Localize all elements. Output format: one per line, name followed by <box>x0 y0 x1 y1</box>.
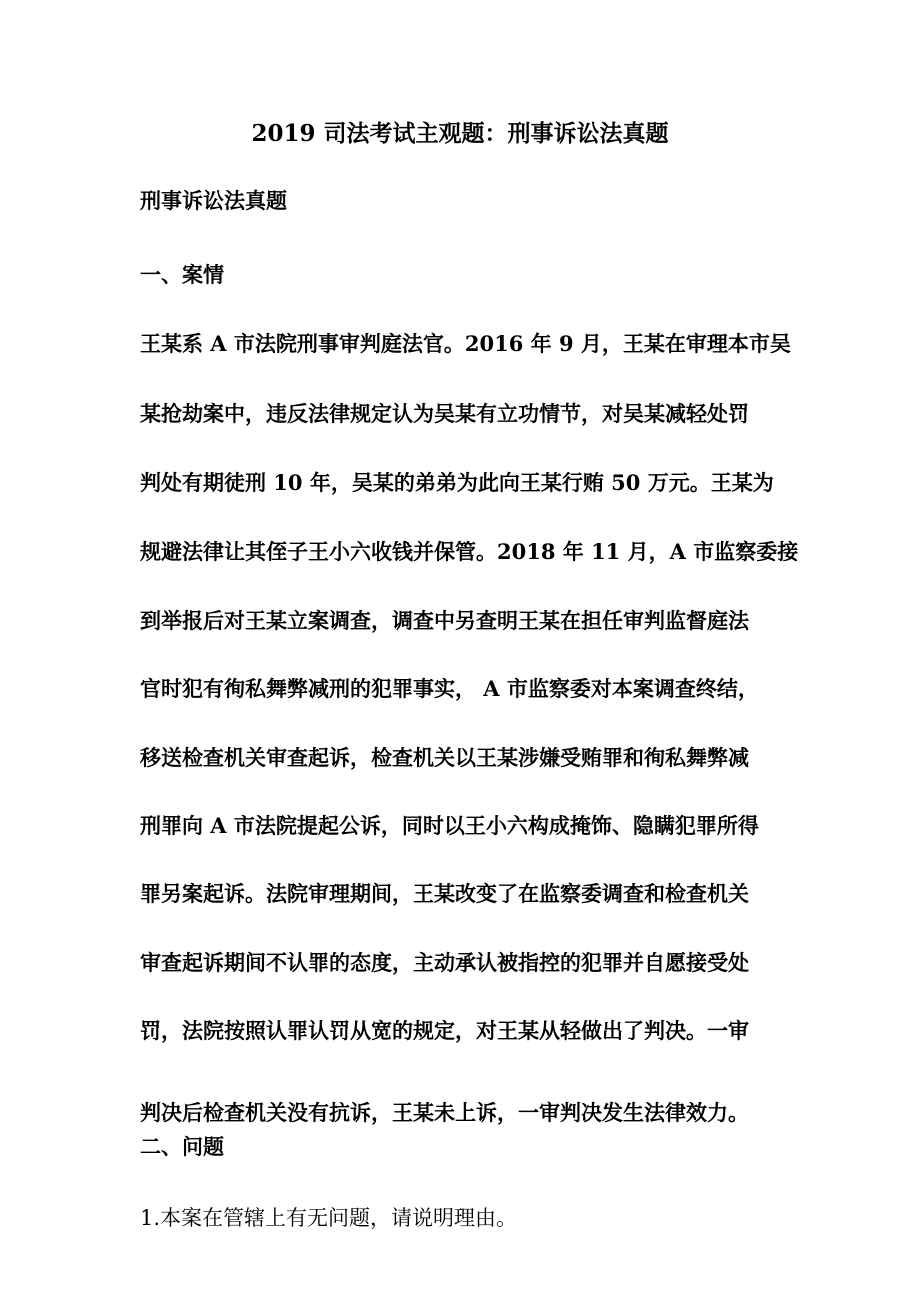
case-line: 王某系 A 市法院刑事审判庭法官。2016 年 9 月，王某在审理本市吴 <box>140 331 791 356</box>
case-line: 到举报后对王某立案调查，调查中另查明王某在担任审判监督庭法 <box>140 608 749 633</box>
section-heading-case: 一、案情 <box>140 262 224 287</box>
case-line: 判决后检查机关没有抗诉，王某未上诉，一审判决发生法律效力。 <box>140 1100 749 1125</box>
case-line: 罪另案起诉。法院审理期间，王某改变了在监察委调查和检查机关 <box>140 881 749 906</box>
case-line: 罚，法院按照认罪认罚从宽的规定，对王某从轻做出了判决。一审 <box>140 1018 749 1043</box>
case-line: 移送检查机关审查起诉，检查机关以王某涉嫌受贿罪和徇私舞弊减 <box>140 745 749 770</box>
case-line: 某抢劫案中，违反法律规定认为吴某有立功情节，对吴某减轻处罚 <box>140 401 749 426</box>
case-line: 规避法律让其侄子王小六收钱并保管。2018 年 11 月，A 市监察委接 <box>140 539 799 564</box>
case-line: 判处有期徒刑 10 年，吴某的弟弟为此向王某行贿 50 万元。王某为 <box>140 470 774 495</box>
subtitle: 刑事诉讼法真题 <box>140 188 287 213</box>
case-line: 官时犯有徇私舞弊减刑的犯罪事实， A 市监察委对本案调查终结， <box>140 676 759 701</box>
case-line: 刑罪向 A 市法院提起公诉，同时以王小六构成掩饰、隐瞒犯罪所得 <box>140 813 759 838</box>
document-title: 2019 司法考试主观题：刑事诉讼法真题 <box>251 120 669 147</box>
case-line: 审查起诉期间不认罪的态度，主动承认被指控的犯罪并自愿接受处 <box>140 950 749 975</box>
question-1: 1.本案在管辖上有无问题，请说明理由。 <box>140 1206 518 1230</box>
section-heading-questions: 二、问题 <box>140 1134 224 1159</box>
